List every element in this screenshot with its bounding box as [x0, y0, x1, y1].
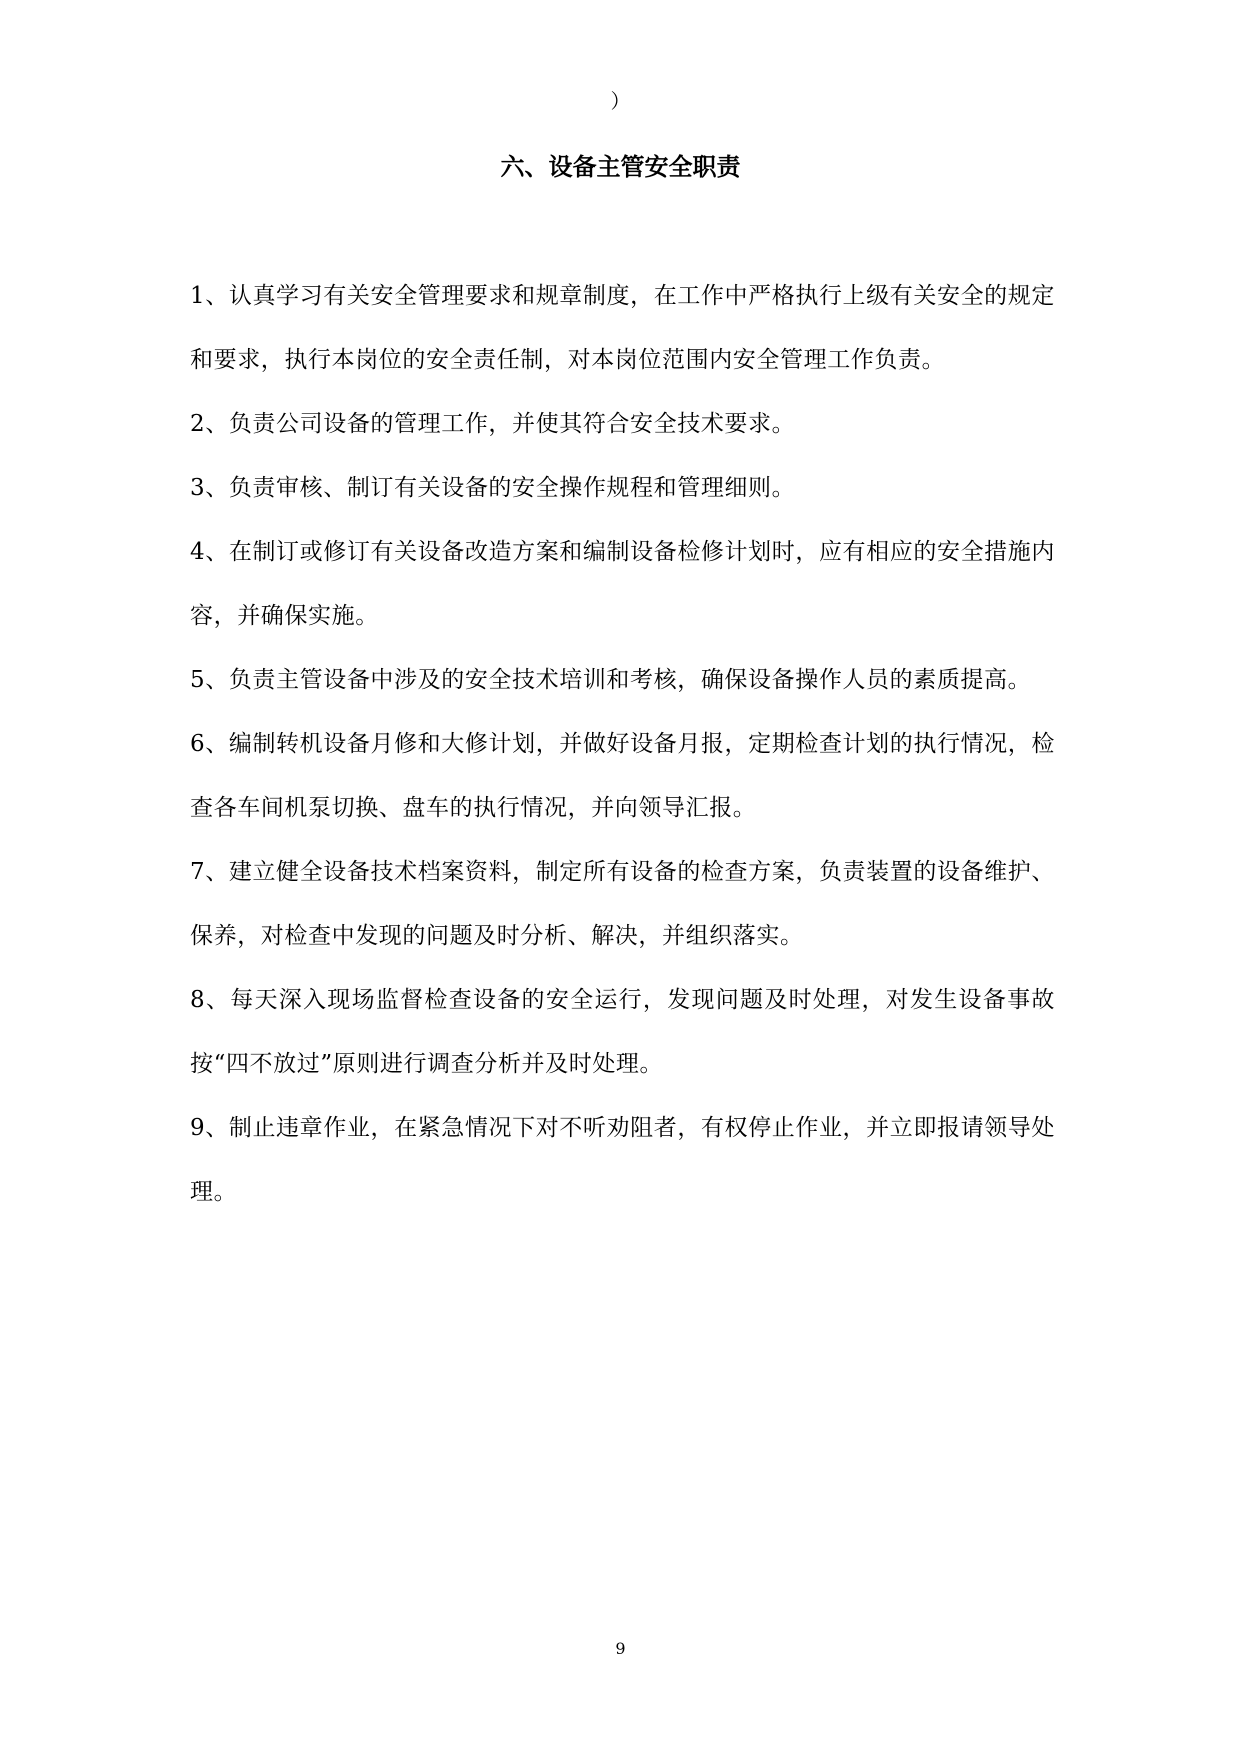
responsibility-item-6: 6、编制转机设备月修和大修计划，并做好设备月报，定期检查计划的执行情况，检查各车间机泵切换、盘车的执行情况，并向领导汇报。 [190, 731, 1055, 821]
section-heading: 六、设备主管安全职责 [500, 153, 741, 181]
page-number: 9 [615, 1639, 626, 1658]
responsibility-item-1: 1、认真学习有关安全管理要求和规章制度，在工作中严格执行上级有关安全的规定和要求，执行本岗位的安全责任制，对本岗位范围内安全管理工作负责。 [190, 283, 1055, 373]
responsibilities-list [190, 264, 1055, 1224]
responsibility-item-7: 7、建立健全设备技术档案资料，制定所有设备的检查方案，负责装置的设备维护、保养，对检查中发现的问题及时分析、解决，并组织落实。 [190, 859, 1055, 949]
responsibility-item-2: 2、负责公司设备的管理工作，并使其符合安全技术要求。 [190, 411, 796, 437]
responsibility-item-9: 9、制止违章作业，在紧急情况下对不听劝阻者，有权停止作业，并立即报请领导处理。 [190, 1115, 1055, 1205]
top-mark: ） [610, 89, 631, 113]
responsibility-item-5: 5、负责主管设备中涉及的安全技术培训和考核，确保设备操作人员的素质提高。 [190, 667, 1032, 693]
responsibility-item-4: 4、在制订或修订有关设备改造方案和编制设备检修计划时，应有相应的安全措施内容，并确保实施。 [190, 539, 1055, 629]
responsibility-item-8: 8、每天深入现场监督检查设备的安全运行，发现问题及时处理，对发生设备事故按“四不放过”原则进行调查分析并及时处理。 [190, 987, 1055, 1077]
responsibility-item-3: 3、负责审核、制订有关设备的安全操作规程和管理细则。 [190, 475, 796, 501]
